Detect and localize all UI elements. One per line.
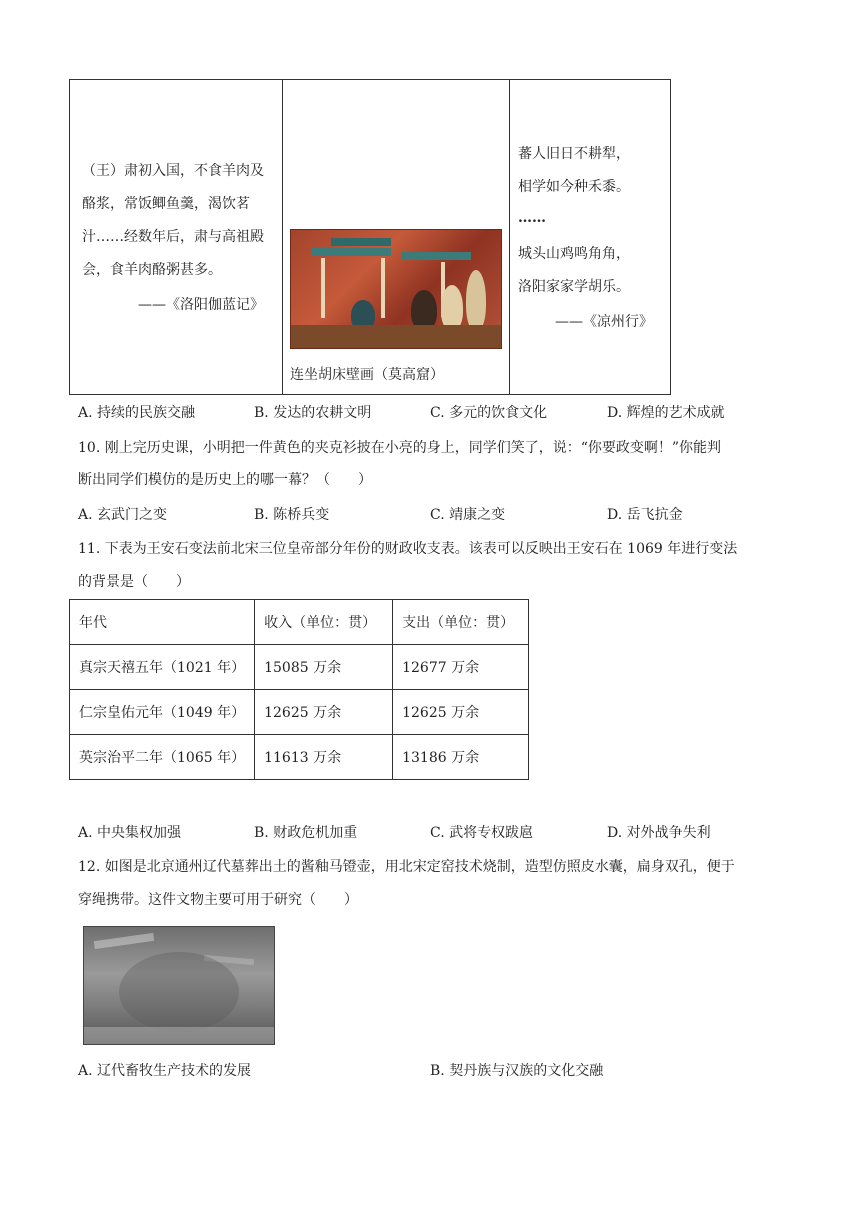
q12-option-b[interactable]: B. 契丹族与汉族的文化交融 (430, 1063, 604, 1079)
q9-cell1-line: 酪浆，常饭鲫鱼羹，渴饮茗 (82, 196, 250, 212)
q9-cell-poem (509, 80, 671, 394)
q9-cell1-line: 汁……经数年后，肃与高祖殿 (82, 229, 264, 245)
finance-table (69, 599, 529, 780)
q9-cell1-line: 会，食羊肉酪粥甚多。 (82, 262, 222, 278)
table-header-row (70, 600, 529, 645)
q12-option-a[interactable]: A. 辽代畜牧生产技术的发展 (78, 1063, 252, 1079)
table-header: 收入（单位：贯） (255, 600, 393, 645)
q11-stem: 11. 下表为王安石变法前北宋三位皇帝部分年份的财政收支表。该表可以反映出王安石在 1069 年进行变法 (78, 541, 738, 557)
table-cell: 11613 万余 (255, 735, 393, 780)
table-cell: 真宗天禧五年（1021 年） (70, 645, 255, 690)
table-cell: 12625 万余 (255, 690, 393, 735)
q10-option-c[interactable]: C. 靖康之变 (430, 507, 506, 523)
q9-poem-line: 城头山鸡鸣角角， (518, 246, 630, 262)
table-cell: 12677 万余 (393, 645, 529, 690)
q12-stem: 穿绳携带。这件文物主要可用于研究（ ） (78, 892, 358, 908)
q9-material-table (69, 79, 671, 395)
q11-option-b[interactable]: B. 财政危机加重 (254, 825, 358, 841)
q9-option-a[interactable]: A. 持续的民族交融 (78, 405, 196, 421)
table-cell: 12625 万余 (393, 690, 529, 735)
q9-cell1-source: ——《洛阳伽蓝记》 (138, 297, 264, 313)
mural-caption: 连坐胡床壁画（莫高窟） (290, 367, 444, 383)
q9-poem-line: 相学如今种禾黍。 (518, 179, 630, 195)
q9-poem-ellipsis: …… (518, 210, 546, 226)
q10-stem: 10. 刚上完历史课，小明把一件黄色的夹克衫披在小亮的身上，同学们笑了，说：“你要政变啊！”你能判 (78, 440, 722, 456)
q9-poem-source: ——《凉州行》 (555, 314, 653, 330)
q10-option-b[interactable]: B. 陈桥兵变 (254, 507, 330, 523)
q9-option-c[interactable]: C. 多元的饮食文化 (430, 405, 548, 421)
flask-photo (83, 926, 275, 1045)
q11-option-d[interactable]: D. 对外战争失利 (607, 825, 711, 841)
q9-option-b[interactable]: B. 发达的农耕文明 (254, 405, 372, 421)
q10-stem: 断出同学们模仿的是历史上的哪一幕？（ ） (78, 472, 372, 488)
q10-option-d[interactable]: D. 岳飞抗金 (607, 507, 683, 523)
table-cell: 13186 万余 (393, 735, 529, 780)
mural-image (290, 229, 502, 349)
table-row (70, 645, 529, 690)
table-cell: 英宗治平二年（1065 年） (70, 735, 255, 780)
q10-option-a[interactable]: A. 玄武门之变 (78, 507, 168, 523)
q9-poem-line: 蕃人旧日不耕犁， (518, 146, 630, 162)
q9-cell-mural (282, 80, 510, 394)
table-cell: 15085 万余 (255, 645, 393, 690)
q11-option-c[interactable]: C. 武将专权跋扈 (430, 825, 534, 841)
q11-stem: 的背景是（ ） (78, 574, 190, 590)
table-row (70, 735, 529, 780)
q9-cell1-line: （王）肃初入国，不食羊肉及 (82, 163, 264, 179)
q9-poem-line: 洛阳家家学胡乐。 (518, 279, 630, 295)
q11-option-a[interactable]: A. 中央集权加强 (78, 825, 182, 841)
table-row (70, 690, 529, 735)
q9-cell-luoyang (70, 80, 283, 394)
q12-stem: 12. 如图是北京通州辽代墓葬出土的酱釉马镫壶，用北宋定窑技术烧制，造型仿照皮水囊，扁身双孔，便于 (78, 859, 735, 875)
q9-option-d[interactable]: D. 辉煌的艺术成就 (607, 405, 725, 421)
table-cell: 仁宗皇佑元年（1049 年） (70, 690, 255, 735)
table-header: 年代 (70, 600, 255, 645)
table-header: 支出（单位：贯） (393, 600, 529, 645)
